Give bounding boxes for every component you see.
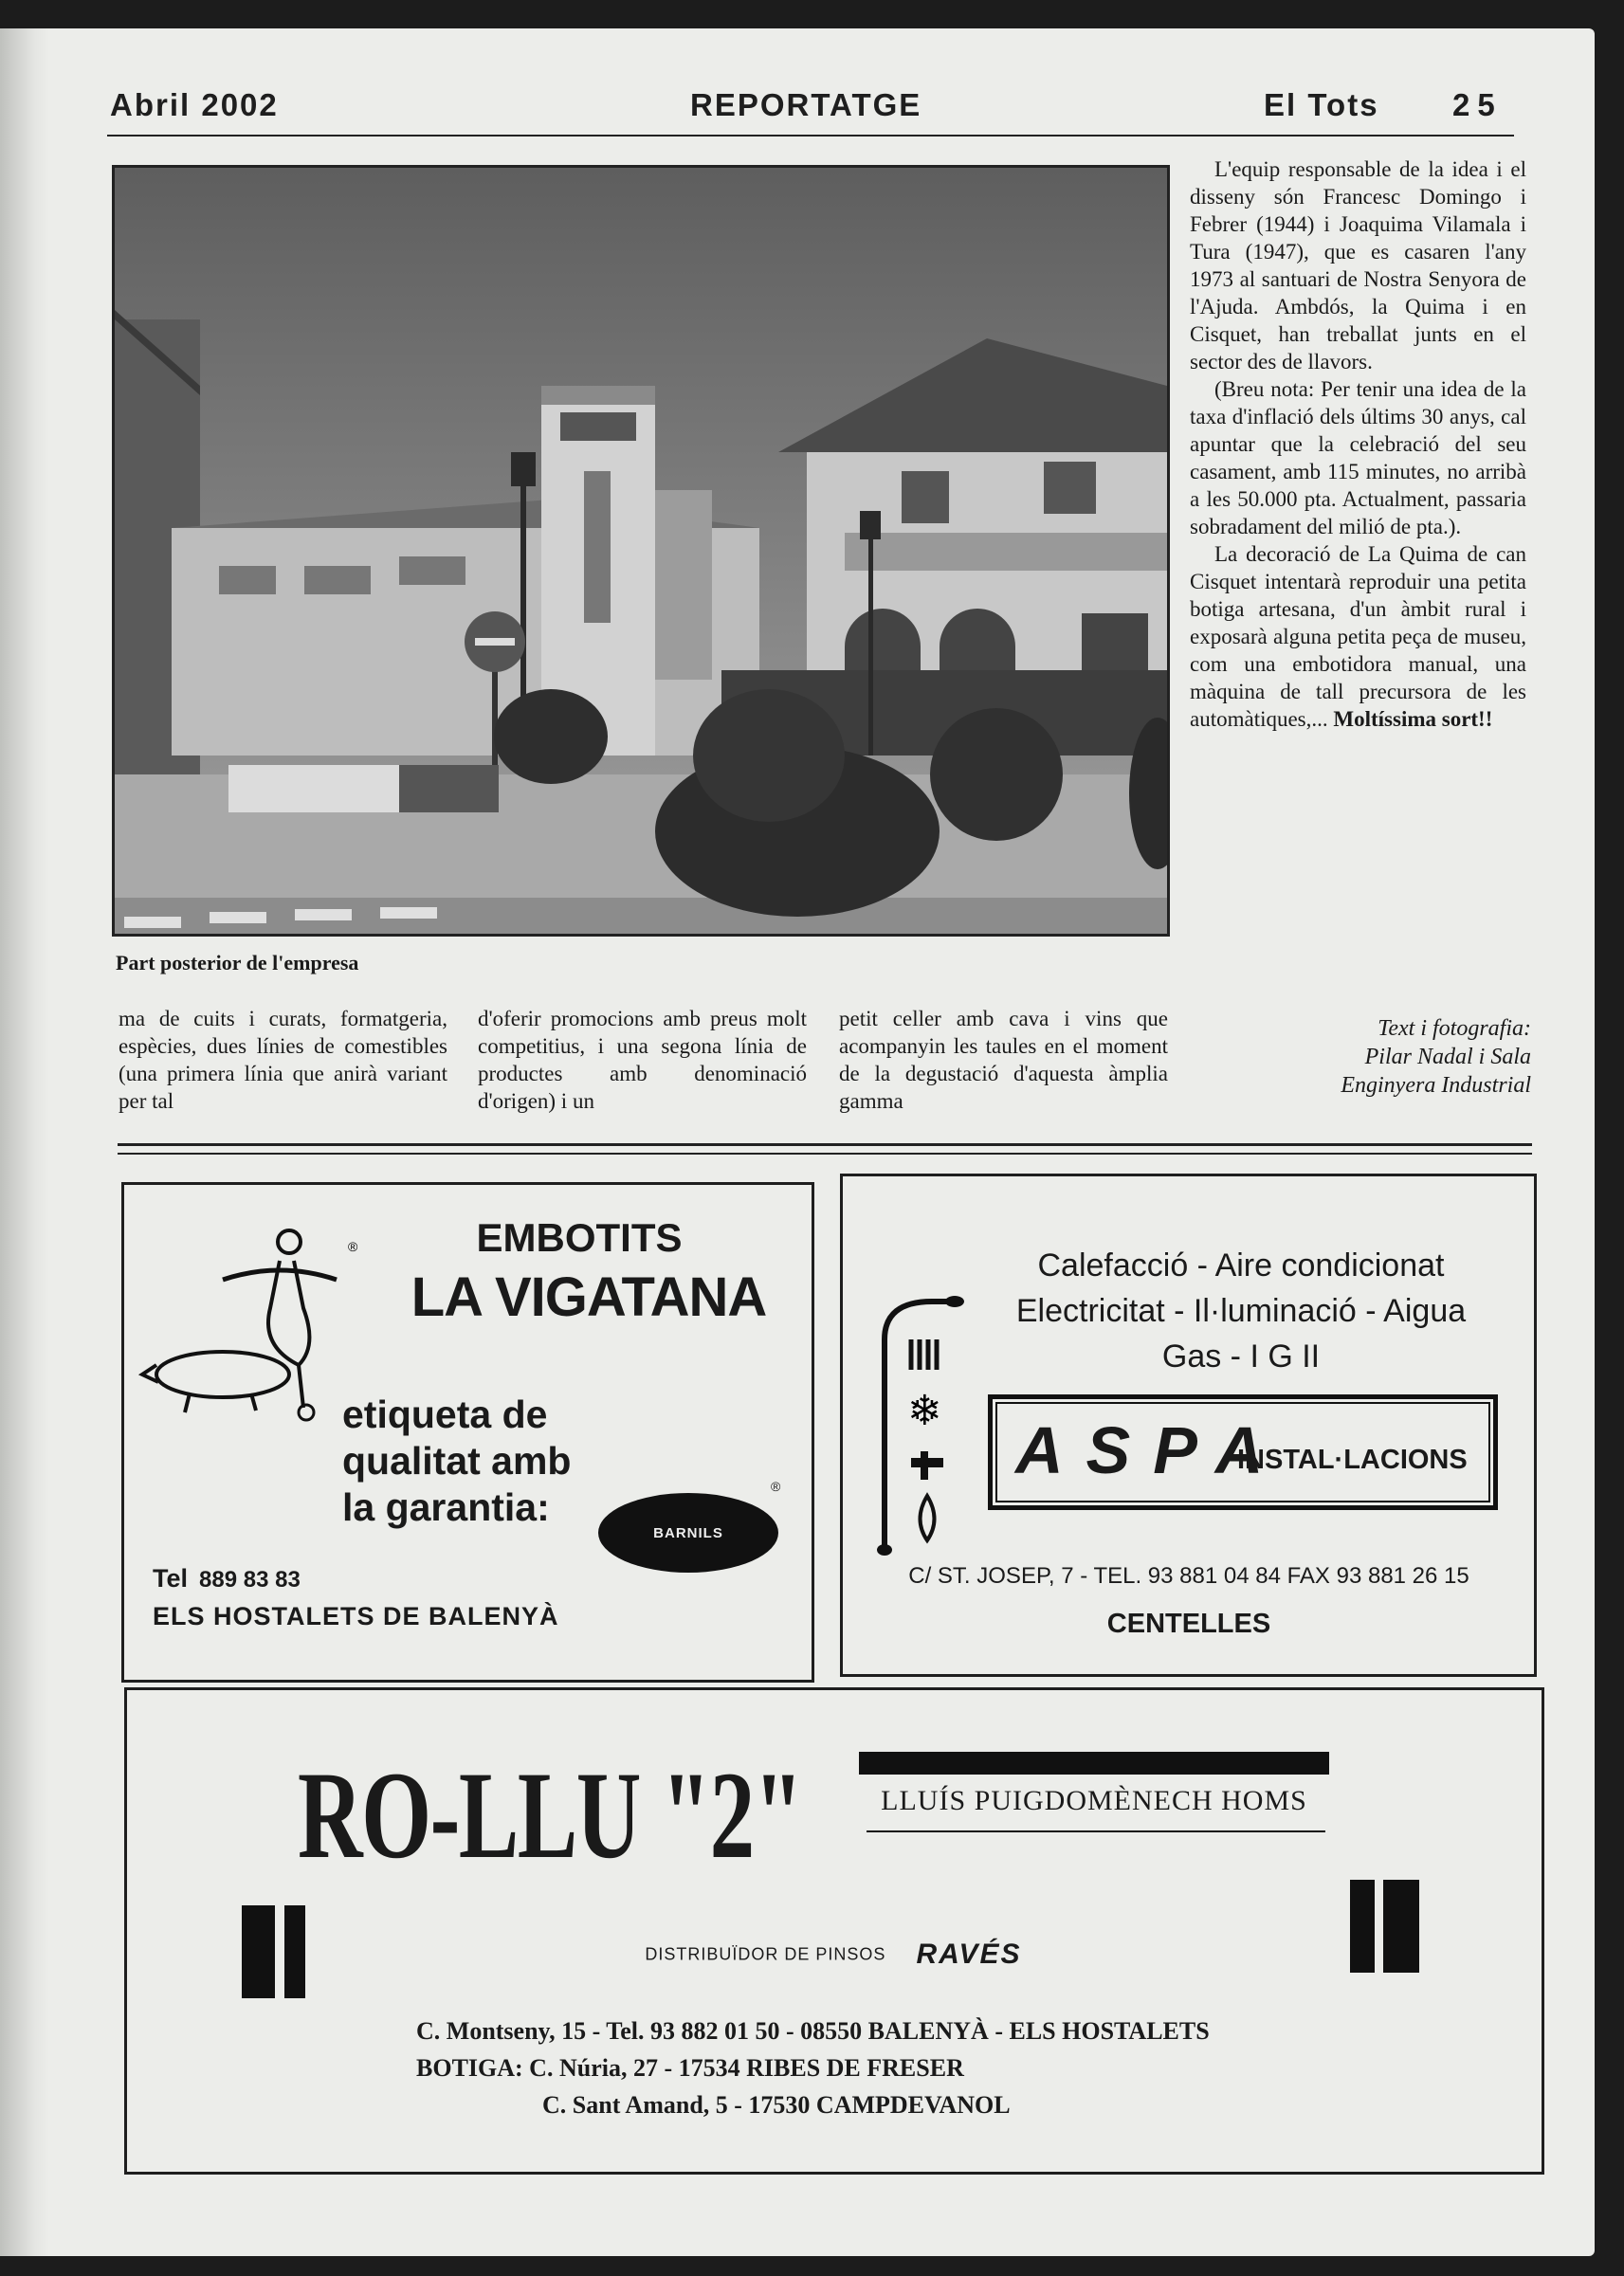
article-photo	[112, 165, 1170, 937]
article-right-column	[1190, 155, 1526, 733]
ad-aspa-services	[966, 1243, 1516, 1379]
ad-rollu-top-bar	[859, 1752, 1329, 1775]
ad-vigatana-title1: EMBOTITS	[476, 1215, 683, 1260]
section-divider-bottom	[118, 1153, 1532, 1155]
credit-author: Pilar Nadal i Sala	[1364, 1045, 1531, 1069]
page-spine-shadow	[0, 28, 49, 2256]
aspa-logo-subtitle: INSTAL·LACIONS	[1237, 1445, 1468, 1475]
street-scene-illustration	[115, 168, 1167, 934]
credit-role: Enginyera Industrial	[1341, 1073, 1531, 1098]
phone-label: Tel	[153, 1564, 189, 1593]
header-publication: El Tots	[1264, 87, 1379, 122]
ad-rollu-right-bar-1	[1350, 1880, 1375, 1973]
utilities-lamp-icon	[875, 1292, 970, 1557]
header-section: REPORTATGE	[690, 87, 922, 122]
ad-rollu-left-bar-1	[242, 1905, 275, 1998]
article-paragraph: (Breu nota: Per tenir una idea de la taxa d'inflació dels últims 30 anys, cal apuntar que la celebració del seu casament, amb 115 minutes, no arribà a les 50.000 pta. Actualment, passaria sobradament del milió de pta.).	[1190, 377, 1526, 538]
aspa-logo-frame	[988, 1394, 1498, 1510]
header-rule	[107, 135, 1514, 137]
article-column-1: ma de cuits i curats, formatgeria, espècies, dues línies de comestibles (una primera línia que anirà variant per tal	[119, 1007, 447, 1113]
page-number: 25	[1452, 87, 1503, 122]
article-closing: Moltíssima sort!!	[1333, 707, 1493, 731]
registered-icon: ®	[771, 1479, 781, 1494]
ad-vigatana-phone	[153, 1564, 301, 1593]
ad-rollu-address: C. Montseny, 15 - Tel. 93 882 01 50 - 08550 BALENYÀ - ELS HOSTALETS	[416, 2017, 1210, 2045]
aspa-logo: ASPA	[1015, 1413, 1286, 1487]
article-paragraph: La decoració de La Quima de can Cisquet intentarà reproduir una petita botiga artesana, d'un àmbit rural i exposarà alguna petita peça de museu, com una embotidora manual, una màquina de tall precursora de les automàtiques,...	[1190, 542, 1526, 731]
section-divider-top	[118, 1143, 1532, 1146]
article-column-2: d'oferir promocions amb preus molt competitius, i una segona línia de productes amb denominació d'origen) i un	[478, 1007, 807, 1113]
article-paragraph: L'equip responsable de la idea i el disseny són Francesc Domingo i Febrer (1944) i Joaquima Vilamala i Tura (1947), que es casaren l'any 1973 al santuari de Nostra Senyora de l'Ajuda. Ambdós, la Quima i en Cisquet, han treballat junts en el sector des de llavors.	[1190, 157, 1526, 373]
distributor-label: DISTRIBUÏDOR DE PINSOS	[645, 1944, 886, 1964]
ad-aspa-service-line: Gas - I G II	[1161, 1338, 1321, 1375]
ad-aspa-town: CENTELLES	[1106, 1609, 1271, 1639]
ad-rollu-owner-rule	[867, 1830, 1325, 1832]
barnils-badge-label: BARNILS	[653, 1524, 723, 1541]
ad-vigatana-town: ELS HOSTALETS DE BALENYÀ	[153, 1602, 559, 1630]
ad-rollu-address: BOTIGA: C. Núria, 27 - 17534 RIBES DE FRESER	[416, 2054, 964, 2082]
barnils-badge	[598, 1493, 778, 1573]
ad-vigatana-tagline-line: qualitat amb	[342, 1439, 572, 1483]
ad-rollu-address: C. Sant Amand, 5 - 17530 CAMPDEVANOL	[542, 2091, 1011, 2119]
farmer-pig-logo-icon	[137, 1223, 365, 1431]
phone-number: 889 83 83	[199, 1567, 301, 1593]
article-credit	[1232, 1014, 1531, 1100]
ad-rollu-addresses	[127, 2012, 1542, 2123]
photo-caption: Part posterior de l'empresa	[116, 951, 359, 974]
ad-rollu-owner: LLUÍS PUIGDOMÈNECH HOMS	[881, 1785, 1307, 1816]
ad-rollu-distributor	[506, 1939, 1160, 1971]
ad-vigatana-tagline-line: la garantia:	[342, 1485, 550, 1529]
ad-aspa-address: C/ ST. JOSEP, 7 - TEL. 93 881 04 84 FAX 93 881 26 15	[908, 1563, 1469, 1589]
ad-rollu	[124, 1687, 1544, 2175]
ad-rollu-left-bar-2	[284, 1905, 305, 1998]
ad-aspa	[840, 1174, 1537, 1677]
ad-vigatana-tagline	[342, 1392, 571, 1531]
ad-vigatana-title2: LA VIGATANA	[411, 1266, 767, 1328]
article-column-3: petit celler amb cava i vins que acompanyin les taules en el moment de la degustació d'aquesta àmplia gamma	[839, 1007, 1168, 1113]
credit-label: Text i fotografia:	[1378, 1016, 1531, 1041]
distributor-brand: RAVÉS	[916, 1939, 1022, 1970]
svg-text:❄: ❄	[907, 1387, 942, 1435]
ad-aspa-service-line: Calefacció - Aire condicionat	[1037, 1247, 1445, 1284]
header-date: Abril 2002	[110, 87, 279, 122]
svg-text:®: ®	[348, 1239, 358, 1254]
ad-la-vigatana	[121, 1182, 814, 1683]
ad-rollu-right-bar-2	[1383, 1880, 1419, 1973]
ad-rollu-title: RO-LLU "2"	[298, 1745, 803, 1885]
ad-aspa-service-line: Electricitat - Il·luminació - Aigua	[1015, 1293, 1467, 1329]
ad-vigatana-tagline-line: etiqueta de	[342, 1393, 548, 1436]
